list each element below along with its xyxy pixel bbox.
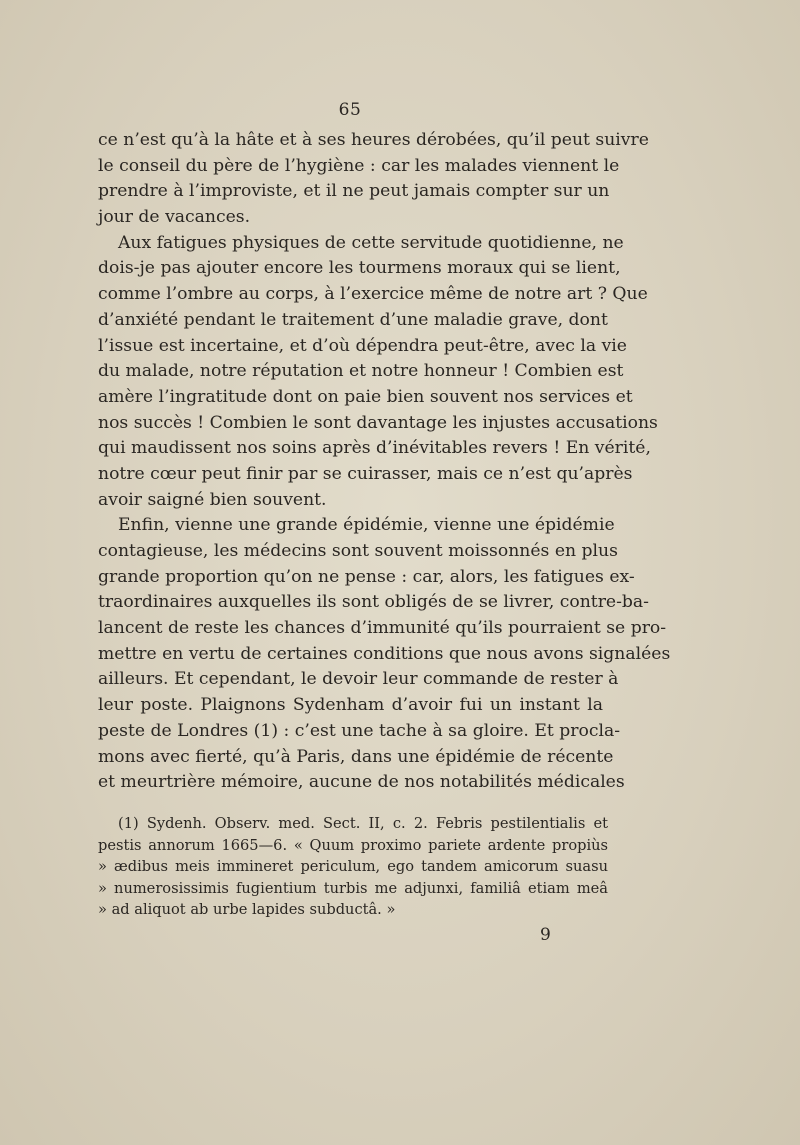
text-line: ailleurs. Et cependant, le devoir leur commande de rester à (98, 669, 619, 690)
text-line: peste de Londres (1) : c’est une tache à sa gloire. Et procla- (98, 720, 621, 741)
text-line: d’anxiété pendant le traitement d’une maladie grave, dont (98, 309, 608, 330)
footnote-line: pestis annorum 1665—6. « Quum proximo pariete ardente propiùs (98, 836, 608, 854)
text-line: jour de vacances. (98, 207, 251, 228)
text-line: lancent de reste les chances d’immunité qu’ils pourraient se pro- (98, 618, 667, 639)
text-line: comme l’ombre au corps, à l’exercice même de notre art ? Que (98, 284, 648, 305)
text-line: traordinaires auxquelles ils sont obligés de se livrer, contre-ba- (98, 592, 649, 613)
signature-mark: 9 (540, 925, 551, 945)
text-line: le conseil du père de l’hygiène : car les malades viennent le (98, 155, 620, 176)
text-line: du malade, notre réputation et notre honneur ! Combien est (98, 361, 624, 382)
text-line: Enfin, vienne une grande épidémie, vienne une épidémie (118, 515, 615, 536)
body-text (98, 128, 671, 796)
text-line: grande proportion qu’on ne pense : car, alors, les fatigues ex- (98, 566, 635, 587)
text-line: leur poste. Plaignons Sydenham d’avoir fui un instant la (98, 695, 603, 716)
text-line: nos succès ! Combien le sont davantage les injustes accusations (98, 412, 658, 433)
footnote-line: » ad aliquot ab urbe lapides subductâ. » (98, 901, 396, 918)
text-line: dois-je pas ajouter encore les tourmens moraux qui se lient, (98, 258, 621, 279)
text-line: mons avec fierté, qu’à Paris, dans une épidémie de récente (98, 746, 614, 767)
text-line: contagieuse, les médecins sont souvent moissonnés en plus (98, 541, 618, 561)
text-line: qui maudissent nos soins après d’inévitables revers ! En vérité, (98, 438, 651, 459)
text-line: avoir saigné bien souvent. (98, 489, 327, 510)
text-line: mettre en vertu de certaines conditions que nous avons signalées (98, 643, 671, 664)
text-line: ce n’est qu’à la hâte et à ses heures dérobées, qu’il peut suivre (98, 130, 649, 150)
text-line: et meurtrière mémoire, aucune de nos notabilités médicales (98, 772, 625, 793)
text-line: notre cœur peut finir par se cuirasser, mais ce n’est qu’après (98, 463, 633, 484)
text-line: amère l’ingratitude dont on paie bien souvent nos services et (98, 386, 633, 407)
text-line: l’issue est incertaine, et d’où dépendra peut-être, avec la vie (98, 335, 627, 356)
footnote-line: » ædibus meis immineret periculum, ego tandem amicorum suasu (98, 858, 608, 875)
footnote-line: » numerosissimis fugientium turbis me adjunxi, familiâ etiam meâ (98, 879, 608, 897)
text-line: Aux fatigues physiques de cette servitude quotidienne, ne (118, 232, 624, 253)
footnote-line: (1) Sydenh. Observ. med. Sect. II, c. 2. Febris pestilentialis et (118, 815, 608, 832)
text-line: prendre à l’improviste, et il ne peut jamais compter sur un (98, 181, 610, 202)
page-number: 65 (338, 100, 362, 120)
footnotes (98, 813, 608, 921)
